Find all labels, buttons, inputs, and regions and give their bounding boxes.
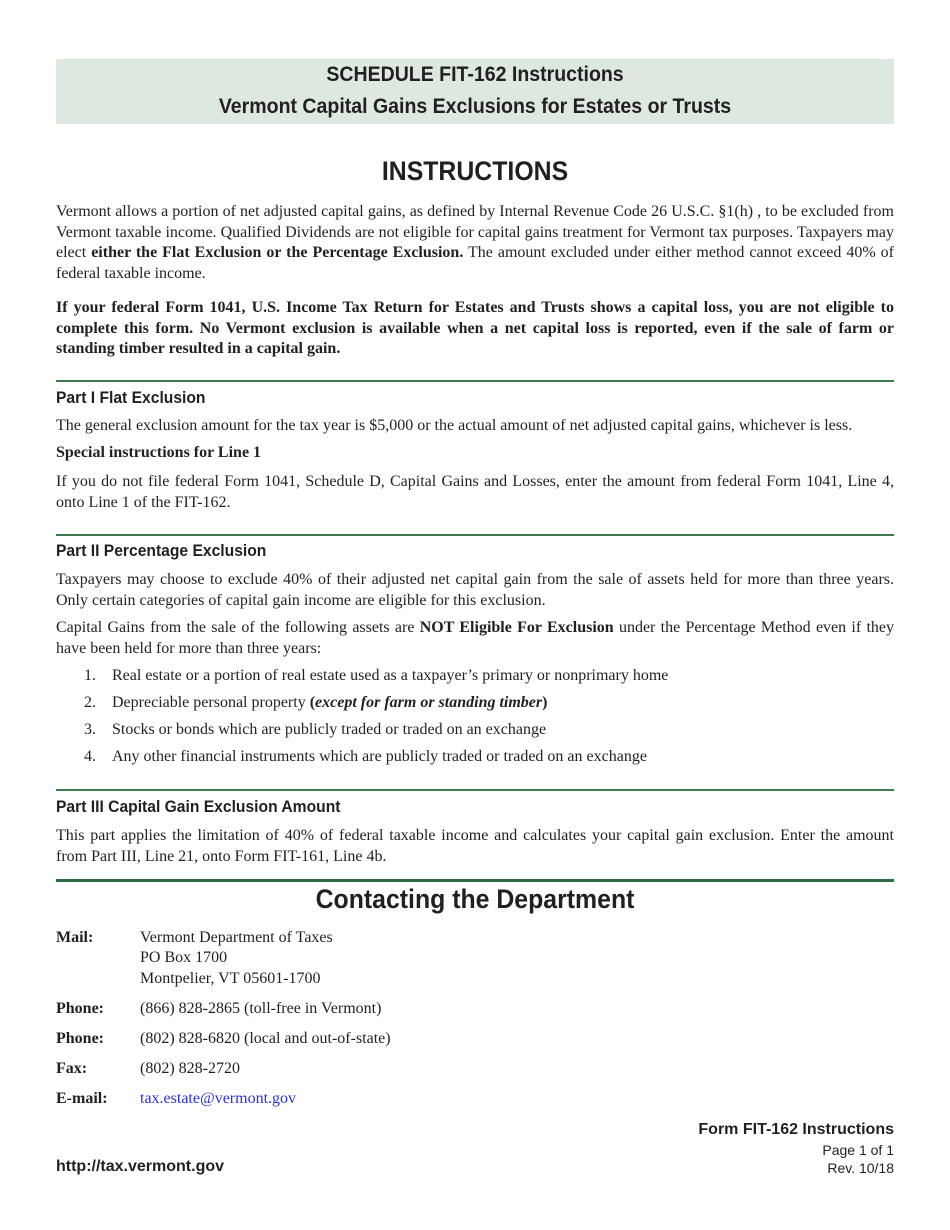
footer-url[interactable]: http://tax.vermont.gov (56, 1158, 225, 1175)
list-item (84, 666, 668, 686)
list-item (84, 720, 546, 740)
footer-rev: Rev. 10/18 (827, 1160, 894, 1176)
intro-text-2: The amount excluded under either method cannot exceed 40% of federal taxable income. (56, 244, 895, 282)
farm-exception: except for farm or standing timber (315, 694, 543, 711)
part2-paragraph-2 (56, 618, 894, 659)
paren-open: ( (309, 694, 316, 711)
part2-text-2a: Capital Gains from the sale of the following assets are (56, 619, 420, 636)
not-eligible-bold: NOT Eligible For Exclusion (419, 619, 614, 636)
part1-text: The general exclusion amount for the tax year is $5,000 or the actual amount of net adjusted capital gains, whichever is less. (56, 417, 853, 434)
part3-title: Part III Capital Gain Exclusion Amount (56, 797, 341, 816)
capital-loss-warning (56, 298, 894, 360)
phone-label: Phone: (56, 1000, 104, 1017)
schedule-subtitle: Vermont Capital Gains Exclusions for Estates or Trusts (218, 95, 732, 118)
paren-close: ) (542, 694, 548, 711)
part2-paragraph-1 (56, 570, 894, 611)
phone-label: Phone: (56, 1030, 104, 1047)
email-link[interactable]: tax.estate@vermont.gov (140, 1090, 297, 1107)
part3-text: This part applies the limitation of 40% of federal taxable income and calculates your capital gain exclusion. Enter the amount from Part III, Line 21, onto Form FIT-161, Line 4b. (56, 827, 894, 865)
schedule-title: SCHEDULE FIT-162 Instructions (326, 63, 624, 86)
divider (56, 380, 894, 382)
list-item (84, 747, 647, 767)
list-number: 4. (84, 748, 96, 765)
footer-page: Page 1 of 1 (822, 1142, 894, 1158)
instructions-title: INSTRUCTIONS (381, 156, 569, 186)
mail-line-3: Montpelier, VT 05601-1700 (140, 970, 321, 987)
warning-text: If your federal Form 1041, U.S. Income Tax Return for Estates and Trusts shows a capital loss, you are not eligible to complete this form. No Vermont exclusion is available when a net capital loss is reported, even if the sale of farm or standing timber resulted in a capital gain. (56, 299, 894, 357)
part1-subhead-wrap (56, 443, 894, 464)
divider (56, 879, 894, 882)
part2-title: Part II Percentage Exclusion (56, 541, 267, 560)
mail-line-2: PO Box 1700 (140, 949, 228, 966)
part1-line1-paragraph (56, 472, 894, 513)
list-number: 1. (84, 667, 96, 684)
divider (56, 789, 894, 791)
contact-title: Contacting the Department (315, 884, 635, 914)
fax-number: (802) 828-2720 (140, 1060, 240, 1077)
part1-title: Part I Flat Exclusion (56, 388, 206, 407)
list-text: Depreciable personal property (112, 694, 310, 711)
fax-label: Fax: (56, 1060, 88, 1077)
part2-text-2b: under the Percentage Method even if they have been held for more than three years: (56, 619, 895, 657)
part1-line1-text: If you do not file federal Form 1041, Schedule D, Capital Gains and Losses, enter the amount from federal Form 1041, Line 4, onto Line 1 of the FIT-162. (56, 473, 894, 511)
list-number: 2. (84, 694, 96, 711)
part3-paragraph (56, 826, 894, 867)
mail-line-1: Vermont Department of Taxes (140, 929, 333, 946)
list-text: Any other financial instruments which are publicly traded or traded on an exchange (112, 748, 647, 765)
part1-paragraph (56, 416, 894, 437)
intro-paragraph (56, 202, 894, 284)
mail-label: Mail: (56, 929, 94, 946)
footer-form-name: Form FIT-162 Instructions (698, 1121, 894, 1138)
list-text: Real estate or a portion of real estate used as a taxpayer’s primary or nonprimary home (112, 667, 669, 684)
part2-text-1: Taxpayers may choose to exclude 40% of their adjusted net capital gain from the sale of assets held for more than three years. Only certain categories of capital gain income are eligible for this exclusion. (56, 571, 894, 609)
list-number: 3. (84, 721, 96, 738)
intro-bold: either the Flat Exclusion or the Percentage Exclusion. (91, 244, 464, 261)
list-text: Stocks or bonds which are publicly traded or traded on an exchange (112, 721, 547, 738)
email-label: E-mail: (56, 1090, 108, 1107)
list-item (84, 693, 547, 713)
intro-text-1: Vermont allows a portion of net adjusted capital gains, as defined by Internal Revenue Code 26 U.S.C. §1(h) , to be excluded from Vermont taxable income. Qualified Dividends are not eligible for capital gains treatment for Vermont tax purposes. Taxpayers may elect (56, 203, 894, 261)
phone-tollfree: (866) 828-2865 (toll-free in Vermont) (140, 1000, 382, 1017)
divider (56, 534, 894, 536)
header-band (56, 59, 894, 124)
phone-local: (802) 828-6820 (local and out-of-state) (140, 1030, 391, 1047)
part1-subhead: Special instructions for Line 1 (56, 444, 262, 461)
